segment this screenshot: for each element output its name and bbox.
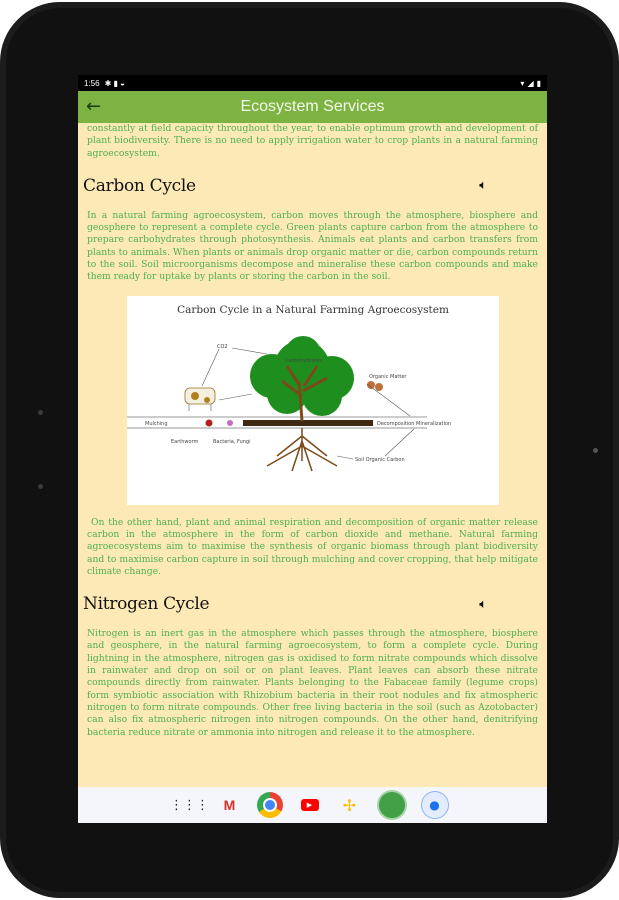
section-title: Nitrogen Cycle — [83, 594, 210, 615]
gmail-icon[interactable]: M — [223, 797, 236, 813]
status-bar — [78, 75, 547, 91]
section-heading-carbon — [83, 176, 547, 196]
wifi-icon: ▾ — [520, 78, 525, 88]
sensor-dot — [38, 484, 43, 489]
label-bacteria-fungi: Bacteria, Fungi — [212, 438, 250, 445]
label-earthworm: Earthworm — [170, 438, 198, 445]
youtube-icon[interactable]: ▶ — [297, 792, 323, 818]
tree-icon — [250, 336, 354, 471]
speaker-icon[interactable]: 🔈︎ — [479, 178, 487, 194]
cow-icon — [185, 388, 215, 411]
label-carbohydrates: Carbohydrates — [284, 357, 322, 364]
bacteria-icon — [227, 420, 233, 426]
photos-icon[interactable]: ✢ — [342, 795, 357, 815]
earthworm-icon — [205, 419, 212, 426]
speaker-icon[interactable]: 🔈︎ — [479, 596, 487, 612]
chrome-icon[interactable] — [257, 792, 283, 818]
mulch-layer — [243, 420, 373, 426]
label-organic-matter: Organic Matter — [368, 373, 406, 380]
camera-dot — [593, 448, 598, 453]
carbon-cycle-diagram — [127, 296, 499, 505]
intro-paragraph: constantly at field capacity throughout the year, to enable optimum growth and development of plant biodiversity. There is no need to apply irrigation water to crop plants in a natural farming agroecosystem. — [87, 123, 538, 159]
messages-icon[interactable]: ● — [421, 791, 449, 819]
section-heading-nitrogen — [83, 594, 547, 614]
app-bar — [78, 91, 547, 123]
sensor-dot — [38, 410, 43, 415]
screen — [78, 75, 547, 823]
label-mulching: Mulching — [144, 420, 168, 427]
carbon-paragraph: On the other hand, plant and animal respiration and decomposition of organic matter release carbon in the atmosphere in the form of carbon dioxide and methane. Natural farming agroecosystems aim to maximise the synthesis of organic biomass through plant biodiversity and to maximise carbon capture in soil through mulching and cover cropping, that help mitigate climate change. — [87, 516, 538, 577]
article-content[interactable] — [78, 123, 547, 787]
page-title: Ecosystem Services — [240, 98, 385, 115]
natural-farming-app-icon[interactable] — [377, 790, 407, 820]
taskbar — [78, 787, 547, 823]
notification-icon: ✱ ▮ ◒ — [104, 78, 125, 88]
label-decomposition: Decomposition Mineralization — [376, 420, 451, 427]
diagram-title: Carbon Cycle in a Natural Farming Agroecosystem — [176, 303, 449, 316]
label-co2: CO2 — [216, 343, 228, 350]
section-title: Carbon Cycle — [83, 175, 196, 196]
app-launcher-icon[interactable]: ⋮⋮⋮ — [170, 797, 209, 813]
battery-icon: ▮ — [536, 78, 541, 88]
arrow-left-icon[interactable]: ← — [86, 96, 102, 117]
label-soil-organic-carbon: Soil Organic Carbon — [354, 456, 405, 463]
nitrogen-paragraph: Nitrogen is an inert gas in the atmosphere which passes through the atmosphere, biosphere and geosphere, in the natural farming agroecosystem, to form a complete cycle. During lightning in the atmosphere, nitrogen gas is oxidised to form nitrate compounds which dissolve in rainwater and drop on soil or on plant leaves. Plant leaves can absorb these nitrate compounds directly from rainwater. Plants belonging to the Fabaceae family (legume crops) form symbiotic association with Rhizobium bacteria in their root nodules and fix atmospheric nitrogen to form nitrate compounds. Other free living bacteria in the soil (such as Azotobacter) can also fix atmospheric nitrogen into nitrogen compounds. On the other hand, denitrifying bacteria reduce nitrate or ammonia into nitrogen and release it to the atmosphere. — [87, 628, 538, 738]
status-time: 1:56 — [84, 78, 100, 88]
carbon-paragraph: In a natural farming agroecosystem, carbon moves through the atmosphere, biosphere and geosphere to represent a complete cycle. Green plants capture carbon from the atmosphere to prepare carbohydrates through photosynthesis. Animals eat plants and carbon transfers from plants to animals. When plants or animals drop organic matter or die, carbon compounds return to the soil. Soil microorganisms decompose and mineralise these carbon compounds and make them ready for uptake by plants or storing the carbon in the soil. — [87, 209, 538, 283]
signal-icon: ◢ — [527, 78, 534, 88]
